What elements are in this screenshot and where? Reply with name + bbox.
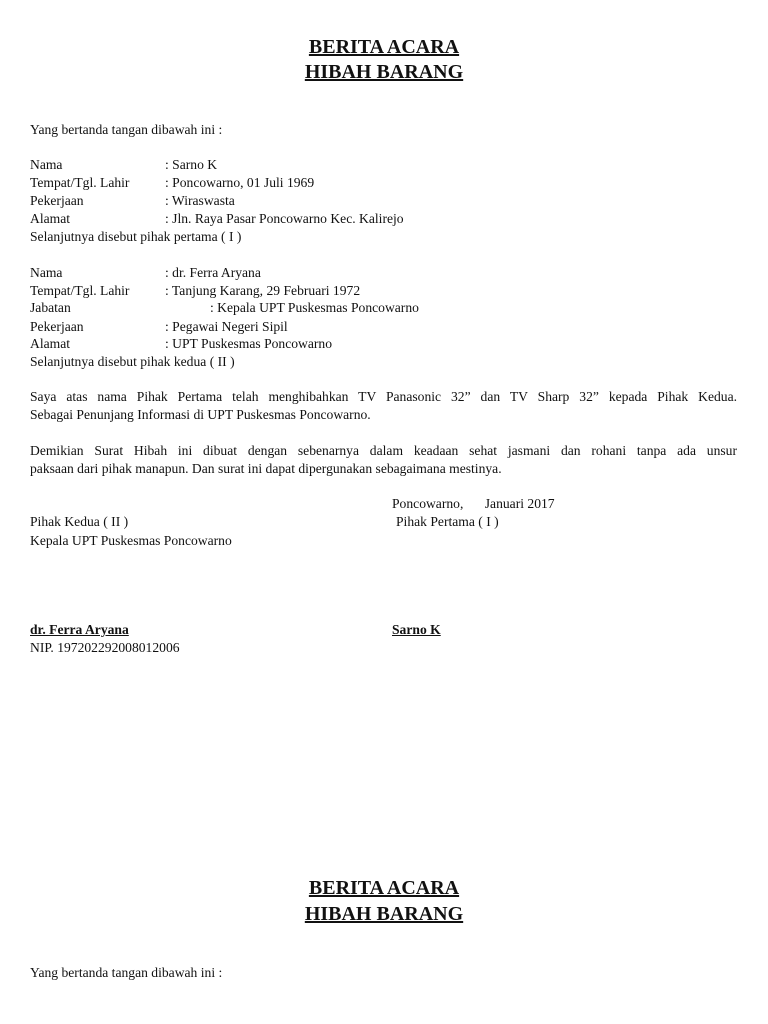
field-value: : Tanjung Karang, 29 Februari 1972	[165, 283, 361, 298]
party2-designation: Selanjutnya disebut pihak kedua ( II )	[30, 354, 235, 369]
field-label: Pekerjaan	[30, 193, 84, 208]
field-label: Alamat	[30, 336, 71, 351]
field-value: : dr. Ferra Aryana	[165, 265, 261, 280]
place-text: Poncowarno,	[392, 496, 464, 511]
field-value: : Pegawai Negeri Sipil	[165, 319, 288, 334]
paragraph-line: paksaan dari pihak manapun. Dan surat ini dapat dipergunakan sebagaimana mestinya.	[30, 460, 502, 476]
date-text: Januari 2017	[484, 496, 555, 511]
signatory-pertama-name: Sarno K	[392, 622, 441, 637]
field-value: : Wiraswasta	[165, 193, 235, 208]
paragraph-line: Demikian Surat Hibah ini dibuat dengan sebenarnya dalam keadaan sehat jasmani dan rohani tanpa ada unsur	[30, 443, 737, 458]
page2-title-line1: BERITA ACARA	[308, 877, 460, 899]
grant-statement-paragraph	[30, 388, 737, 423]
field-label: Nama	[30, 265, 63, 280]
pihak-kedua-position: Kepala UPT Puskesmas Poncowarno	[30, 533, 232, 548]
field-label: Tempat/Tgl. Lahir	[30, 175, 130, 190]
paragraph-line: Sebagai Penunjang Informasi di UPT Puskesmas Poncowarno.	[30, 406, 371, 422]
paragraph-line: Saya atas nama Pihak Pertama telah menghibahkan TV Panasonic 32” dan TV Sharp 32” kepada Pihak Kedua.	[30, 389, 737, 404]
field-label: Alamat	[30, 211, 71, 226]
signatory-kedua-nip: NIP. 197202292008012006	[30, 640, 180, 655]
intro-text: Yang bertanda tangan dibawah ini :	[30, 122, 223, 137]
field-label: Tempat/Tgl. Lahir	[30, 283, 130, 298]
field-value: : Poncowarno, 01 Juli 1969	[165, 175, 315, 190]
field-value: : Sarno K	[165, 157, 218, 172]
party1-designation: Selanjutnya disebut pihak pertama ( I )	[30, 229, 242, 244]
page2-title-line2: HIBAH BARANG	[304, 903, 464, 925]
closing-paragraph	[30, 442, 737, 477]
field-label: Pekerjaan	[30, 319, 84, 334]
field-value: : Jln. Raya Pasar Poncowarno Kec. Kalirejo	[165, 211, 404, 226]
field-label: Jabatan	[30, 300, 71, 315]
document-title-line2: HIBAH BARANG	[304, 61, 464, 83]
pihak-kedua-label: Pihak Kedua ( II )	[30, 514, 129, 529]
pihak-pertama-label: Pihak Pertama ( I )	[396, 514, 499, 529]
place-date	[392, 495, 555, 513]
field-value: : UPT Puskesmas Poncowarno	[165, 336, 333, 351]
field-value: : Kepala UPT Puskesmas Poncowarno	[210, 300, 419, 315]
page2-intro-text: Yang bertanda tangan dibawah ini :	[30, 965, 223, 980]
field-label: Nama	[30, 157, 63, 172]
signatory-kedua-name: dr. Ferra Aryana	[30, 622, 129, 637]
document-title-line1: BERITA ACARA	[308, 36, 460, 58]
